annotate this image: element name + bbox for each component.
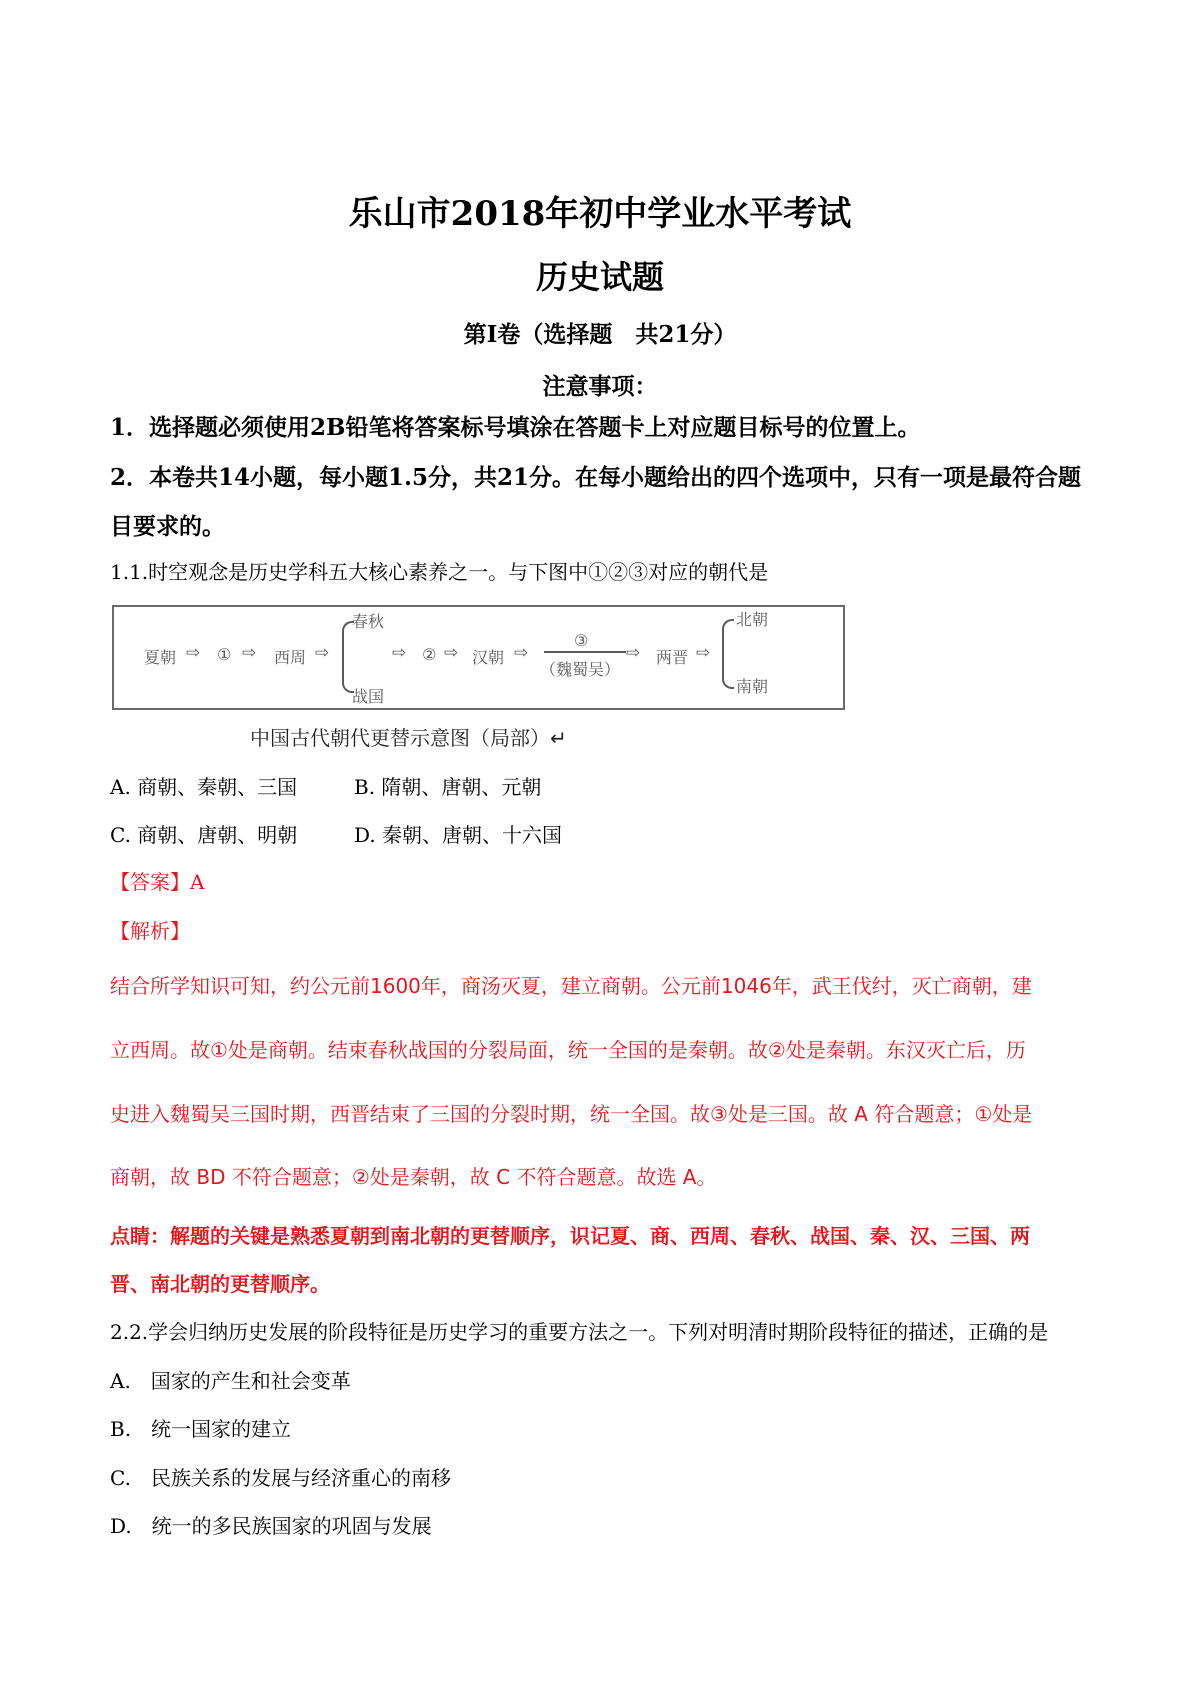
q1-tip-line-2: 晋、南北朝的更替顺序。 [110, 1272, 330, 1296]
question-1-stem: 1.1.时空观念是历史学科五大核心素养之一。与下图中①②③对应的朝代是 [110, 560, 769, 584]
q1-analysis-line-4: 商朝，故 BD 不符合题意；②处是秦朝，故 C 不符合题意。故选 A。 [110, 1165, 717, 1189]
diagram-blank-1: ① [217, 645, 232, 664]
diagram-arrow-icon: ⇨ [315, 643, 330, 663]
diagram-arrow-icon: ⇨ [444, 643, 459, 663]
diagram-zhanguo: 战国 [352, 687, 385, 706]
diagram-arrow-icon: ⇨ [242, 643, 257, 663]
q1-option-b: B. 隋朝、唐朝、元朝 [354, 775, 542, 799]
q2-option-c: C. 民族关系的发展与经济重心的南移 [110, 1466, 451, 1490]
diagram-liangjin: 两晋 [656, 648, 689, 667]
diagram-beichao: 北朝 [736, 610, 769, 629]
question-2-stem: 2.2.学会归纳历史发展的阶段特征是历史学习的重要方法之一。下列对明清时期阶段特征的描述，正确的是 [110, 1320, 1049, 1344]
notice-item-2: 2．本卷共14小题，每小题1.5分，共21分。在每小题给出的四个选项中，只有一项是最符合题目要求的。 [110, 464, 1082, 540]
diagram-blank-2: ② [422, 645, 437, 664]
notice-heading: 注意事项： [542, 373, 658, 400]
diagram-arrow-icon: ⇨ [626, 643, 641, 663]
q2-option-d: D. 统一的多民族国家的巩固与发展 [110, 1514, 432, 1538]
exam-title: 乐山市2018年初中学业水平考试 [348, 194, 852, 234]
q2-option-b: B. 统一国家的建立 [110, 1417, 292, 1441]
q1-tip-line-1: 点睛：解题的关键是熟悉夏朝到南北朝的更替顺序，识记夏、商、西周、春秋、战国、秦、汉、三国、两 [110, 1224, 1030, 1248]
q1-analysis-label: 【解析】 [110, 919, 190, 943]
q1-option-a: A. 商朝、秦朝、三国 [110, 775, 298, 799]
q2-option-a: A. 国家的产生和社会变革 [110, 1369, 351, 1393]
diagram-arrow-icon: ⇨ [696, 643, 711, 663]
fraction-line [544, 651, 626, 653]
q1-analysis-line-2: 立西周。故①处是商朝。结束春秋战国的分裂局面，统一全国的是秦朝。故②处是秦朝。东汉灭亡后，历 [110, 1038, 1026, 1062]
q1-analysis-line-1: 结合所学知识可知，约公元前1600年，商汤灭夏，建立商朝。公元前1046年，武王伐纣，灭亡商朝，建 [110, 974, 1032, 998]
q1-option-c: C. 商朝、唐朝、明朝 [110, 823, 298, 847]
brace-right-group-icon [722, 619, 734, 689]
q1-analysis-line-3: 史进入魏蜀吴三国时期，西晋结束了三国的分裂时期，统一全国。故③处是三国。故 A 符合题意；①处是 [110, 1102, 1033, 1126]
diagram-arrow-icon: ⇨ [186, 643, 201, 663]
diagram-weishuwu: （魏蜀吴） [540, 660, 621, 679]
diagram-chunqiu: 春秋 [352, 612, 385, 631]
diagram-han: 汉朝 [472, 648, 505, 667]
q1-option-d: D. 秦朝、唐朝、十六国 [354, 823, 563, 847]
section-heading: 第Ⅰ卷（选择题 共21分） [463, 321, 737, 348]
exam-subtitle: 历史试题 [535, 258, 664, 296]
dynasty-diagram [112, 605, 845, 710]
q1-answer: 【答案】A [110, 870, 205, 894]
diagram-xia: 夏朝 [144, 648, 177, 667]
diagram-caption: 中国古代朝代更替示意图（局部）↵ [250, 726, 567, 750]
diagram-blank-3: ③ [574, 631, 589, 650]
notice-item-1: 1．选择题必须使用2B铅笔将答案标号填涂在答题卡上对应题目标号的位置上。 [110, 414, 921, 441]
diagram-xizhou: 西周 [274, 648, 307, 667]
diagram-arrow-icon: ⇨ [392, 643, 407, 663]
diagram-arrow-icon: ⇨ [514, 643, 529, 663]
diagram-nanchao: 南朝 [736, 677, 769, 696]
